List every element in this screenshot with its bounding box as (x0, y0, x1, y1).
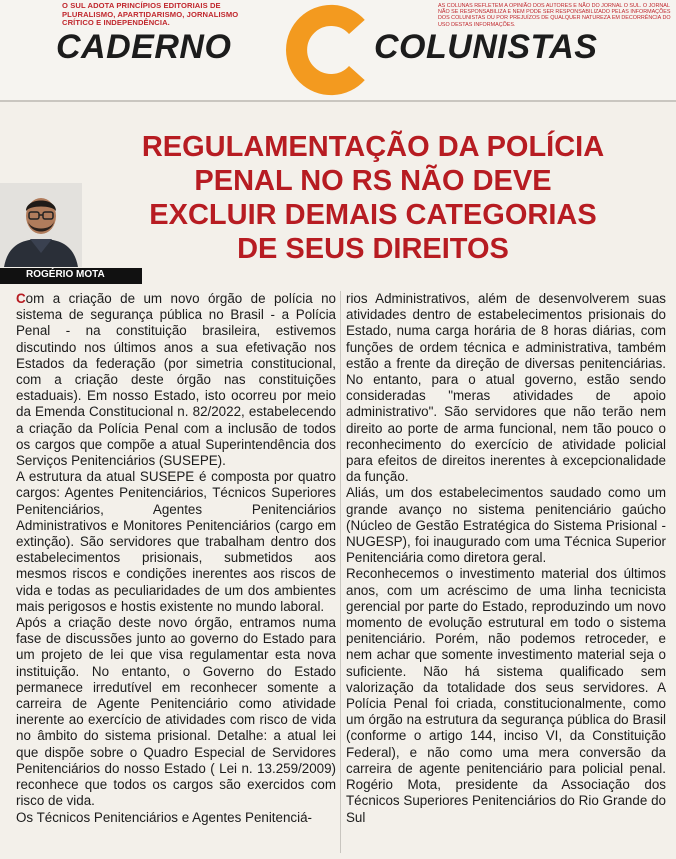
column-divider (340, 291, 341, 853)
author-name: ROGÉRIO MOTA (26, 269, 105, 280)
article-column-right (346, 291, 666, 826)
editorial-principles-note: O SUL ADOTA PRINCÍPIOS EDITORIAIS DE PLURALISMO, APARTIDARISMO, JORNALISMO CRÍTICO E INDEPENDÊNCIA. (62, 1, 239, 28)
disclaimer-note: AS COLUNAS REFLETEM A OPINIÃO DOS AUTORES E NÃO DO JORNAL O SUL. O JORNAL NÃO SE RESPONSABILIZA E NEM PODE SER RESPONSABILIZADO PELAS INFORMAÇÕES DOS COLUNISTAS OU POR PREJUÍZOS DE QUALQUER NATUREZA EM DECORRÊNCIA DO USO DESTAS INFORMAÇÕES. (438, 3, 671, 28)
author-portrait-icon (0, 183, 82, 267)
caderno-c-logo (282, 2, 378, 98)
paragraph: Aliás, um dos estabelecimentos saudado como um grande avanço no sistema penitenciário gaúcho (Núcleo de Gestão Estratégica do Sistema Prisional - NUGESP), foi inaugurado com uma Técnica Superior Penitenciária como diretora geral. (346, 485, 666, 566)
paragraph: Após a criação deste novo órgão, entramos numa fase de discussões junto ao governo do Estado para um projeto de lei que visa regulamentar esta nova instituição. No entanto, o Governo do Estado permanece irredutível em reconhecer somente a carreira de Agente Penitenciário como atividade inerente ao exercício de atividades com risco de vida no âmbito do sistema prisional. Detalhe: a atual lei que dispõe sobre o Quadro Especial de Servidores Penitenciários do nosso Estado ( Lei n. 13.259/2009) reconhece que todos os cargos são exercidos com risco de vida. (16, 615, 336, 809)
paragraph: A estrutura da atual SUSEPE é composta por quatro cargos: Agentes Penitenciários, Técnicos Superiores Penitenciários, Agentes Penitenciários Administrativos e Monitores Penitenciários (cargo em extinção). São servidores que trabalham dentro dos estabelecimentos prisionais, submetidos aos mesmos riscos e condições inerentes aos riscos de vida e todas as peculiaridades de um dos ambientes mais perigosos e hostis existente no mundo laboral. (16, 469, 336, 614)
paragraph: rios Administrativos, além de desenvolverem suas atividades dentro de estabelecimentos prisionais do Estado, numa carga horária de 8 horas diárias, com funções de ordem técnica e administrativa, também estão a frente da direção de diversas penitenciárias. No entanto, para o atual governo, estão sendo consideradas "meras atividades de apoio administrativo". São servidores que não terão nem direito ao porte de arma funcional, nem tão pouco o reconhecimento do exercício de atividade policial para efeitos de direitos inerentes à excepcionalidade da função. (346, 291, 666, 485)
masthead-divider (0, 100, 676, 102)
masthead (0, 0, 676, 100)
paragraph: Os Técnicos Penitenciários e Agentes Penitenciá- (16, 809, 312, 825)
paragraph (16, 291, 336, 469)
article-column-left (16, 291, 336, 826)
article-headline: REGULAMENTAÇÃO DA POLÍCIA PENAL NO RS NÃO DEVE EXCLUIR DEMAIS CATEGORIAS DE SEUS DIREITOS (141, 131, 605, 265)
paragraph: Reconhecemos o investimento material dos últimos anos, com um acréscimo de uma linha tecnicista gerencial por parte do Estado, reproduzindo um novo momento de evolução estrutural em todo o sistema penitenciário. Porém, não podemos retroceder, e nem achar que somente investimento material seja o suficiente. Não há sistema qualificado sem valorização da totalidade dos seus servidores. A Polícia Penal foi criada, constitucionalmente, como um órgão na estrutura da segurança pública do Brasil (conforme o artigo 144, inciso VI, da Constituição Federal), e não como uma mera conversão da carreira de agente penitenciário para policial penal. Rogério Mota, presidente da Associação dos Técnicos Superiores Penitenciários do Rio Grande do Sul (346, 566, 666, 825)
paragraph-text: om a criação de um novo órgão de polícia no sistema de segurança pública no Brasil - a Polícia Penal - na constituição brasileira, estivemos discutindo nos últimos anos a sua efetivação nos Estados da federação (por simetria constitucional, com a criação deste órgão nas constituições estaduais). Em nosso Estado, isto ocorreu por meio da Emenda Constitucional n. 82/2022, estabelecendo a criação da Polícia Penal com a inclusão de todos os cargos que compõe a atual Superintendência dos Serviços Penitenciários (SUSEPE). (16, 291, 336, 469)
drop-cap: C (16, 291, 26, 306)
author-photo (0, 183, 82, 267)
section-title-caderno: CADERNO (56, 28, 232, 66)
section-title-colunistas: COLUNISTAS (374, 28, 598, 66)
